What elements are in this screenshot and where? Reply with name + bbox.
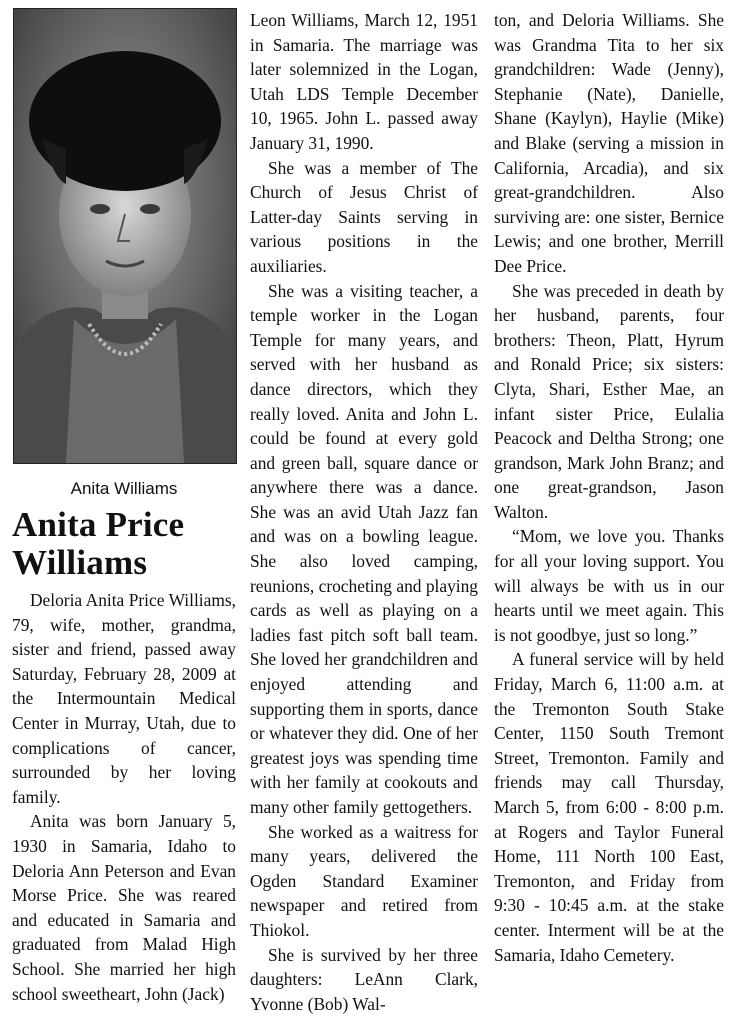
paragraph-work: She worked as a waitress for many years, delivered the Ogden Standard Examiner newspaper and retired from Thiokol. bbox=[250, 821, 478, 940]
column-1 bbox=[12, 8, 236, 1006]
column-2 bbox=[250, 8, 478, 1016]
obituary-headline bbox=[12, 506, 236, 582]
portrait-photo bbox=[13, 8, 237, 464]
headline-line-2: Williams bbox=[12, 543, 148, 582]
paragraph-funeral-service: A funeral service will by held Friday, March 6, 11:00 a.m. at the Tremonton South Stake Center, 1150 South Tremont Street, Tremonton. Family and friends may call Thursday, March 5, from 6:00 - 8:00 p.m. at Rogers and Taylor Funeral Home, 111 North 100 East, Tremonton, and Friday from 9:30 - 10:45 a.m. at the stake center. Interment will be at the Samaria, Idaho Cemetery. bbox=[494, 649, 724, 965]
paragraph-family-quote: “Mom, we love you. Thanks for all your loving support. You will always be with us in our hearts until we meet again. This is not goodbye, just so long.” bbox=[494, 526, 724, 645]
photo-caption: Anita Williams bbox=[70, 479, 178, 498]
paragraph-preceded-in-death: She was preceded in death by her husband, parents, four brothers: Theon, Platt, Hyrum and Ronald Price; six sisters: Clyta, Shari, Esther Mae, an infant sister Price, Eulalia Peacock and Deltha Strong; one grandson, Mark John Branz; and one great-grandson, Jason Walton. bbox=[494, 280, 724, 522]
column-3 bbox=[494, 8, 724, 967]
paragraph-activities: She was a visiting teacher, a temple worker in the Logan Temple for many years, and served with her husband as dance directors, which they really loved. Anita and John L. could be found at every gold and green ball, square dance or anywhere there was a dance. She was an avid Utah Jazz fan and was on a bowling league. She also loved camping, reunions, crocheting and playing cards as well as playing on a ladies fast pitch soft ball team. She loved her grandchildren and enjoyed attending and supporting them in sports, dance or whatever they did. One of her greatest joys was spending time with her family at cookouts and many other family gettogethers. bbox=[250, 280, 478, 817]
paragraph-survivors-part-2: ton, and Deloria Williams. She was Grandma Tita to her six grandchildren: Wade (Jenny), Stephanie (Nate), Danielle, Shane (Kaylyn), Haylie (Mike) and Blake (serving a mission in California, Arcadia), and six great-grandchildren. Also surviving are: one sister, Bernice Lewis; and one brother, Merrill Dee Price. bbox=[494, 10, 724, 276]
paragraph-death-notice: Deloria Anita Price Williams, 79, wife, mother, grandma, sister and friend, passed away Saturday, February 28, 2009 at the Intermountain Medical Center in Murray, Utah, due to complications of cancer, surrounded by her loving family. bbox=[12, 590, 236, 807]
portrait-photo-icon bbox=[14, 9, 236, 463]
paragraph-survivors-part-1: She is survived by her three daughters: LeAnn Clark, Yvonne (Bob) Wal- bbox=[250, 944, 478, 1014]
paragraph-birth-marriage-part-1: Anita was born January 5, 1930 in Samaria, Idaho to Deloria Ann Peterson and Evan Morse Price. She was reared and educated in Samaria and graduated from Malad High School. She married her high school sweetheart, John (Jack) bbox=[12, 811, 236, 1004]
paragraph-birth-marriage-part-2: Leon Williams, March 12, 1951 in Samaria. The marriage was later solemnized in the Logan, Utah LDS Temple December 10, 1965. John L. passed away January 31, 1990. bbox=[250, 10, 478, 153]
paragraph-church-membership: She was a member of The Church of Jesus Christ of Latter-day Saints serving in various positions in the auxiliaries. bbox=[250, 157, 478, 276]
headline-line-1: Anita Price bbox=[12, 505, 185, 544]
